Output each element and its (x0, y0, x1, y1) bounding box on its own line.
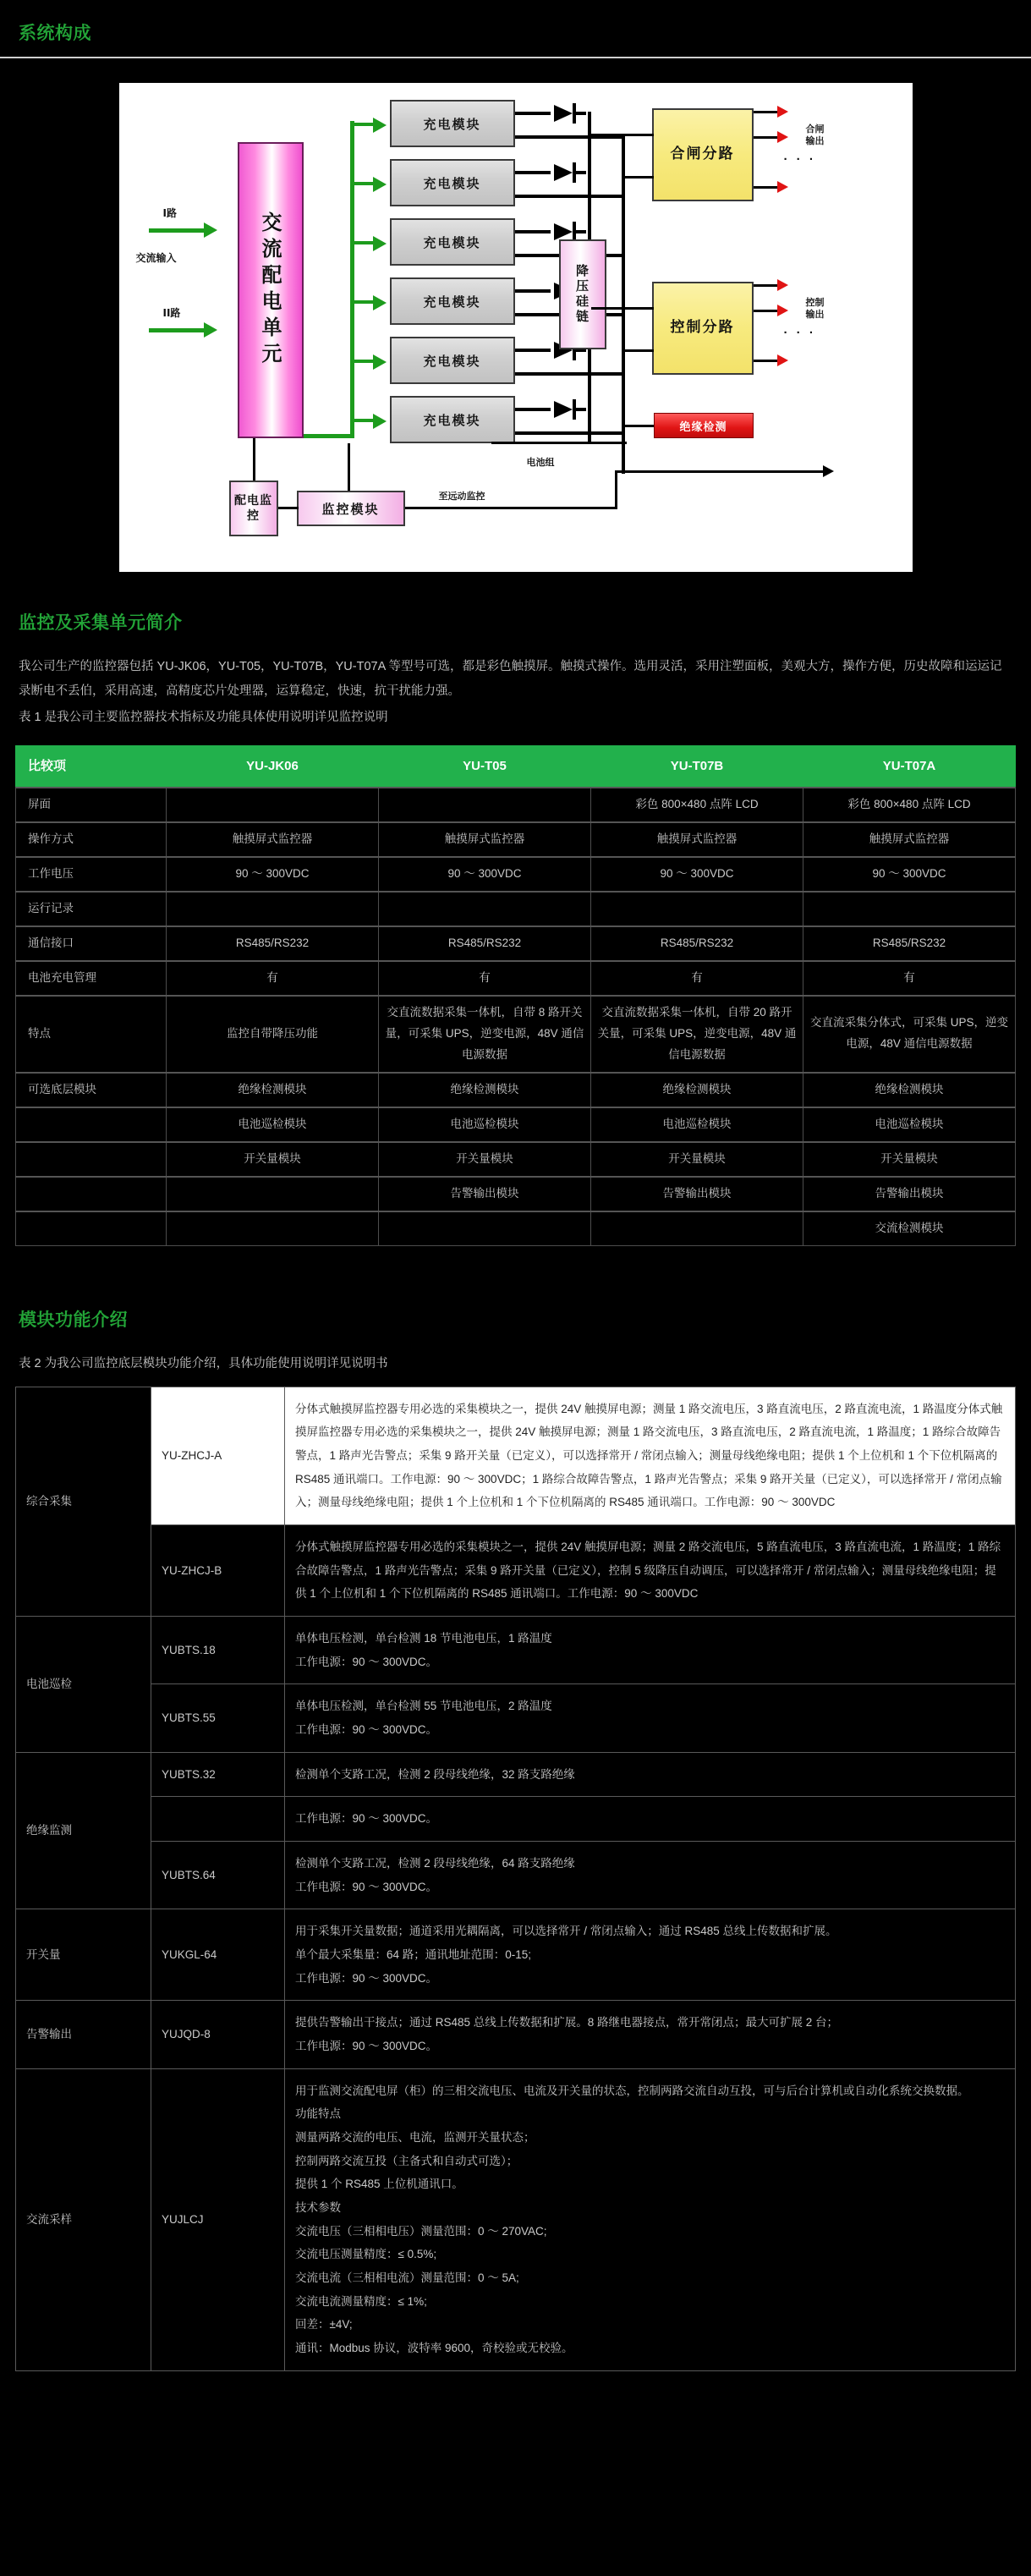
table-row (16, 788, 1016, 822)
table-row (16, 892, 1016, 926)
table-row (16, 1387, 1016, 1524)
compare-table-body (16, 788, 1016, 1245)
section-system-composition (0, 0, 1031, 58)
table-cell (167, 1177, 379, 1211)
description-line: 单体电压检测，单台检测 18 节电池电压，1 路温度 (295, 1631, 552, 1645)
module-model (151, 1797, 285, 1842)
table-row (16, 1524, 1016, 1616)
table-cell: 有 (167, 961, 379, 996)
module-table-body (16, 1387, 1016, 2370)
description-line: 用于采集开关量数据；通道采用光耦隔离，可以选择常开 / 常闭点输入；通过 RS485 总线上传数据和扩展。 (295, 1925, 837, 1938)
col-header-t05: YU-T05 (379, 746, 591, 788)
description-line: 单个最大采集量：64 路；通讯地址范围：0-15; (295, 1948, 532, 1962)
table-row (16, 1177, 1016, 1211)
table-cell: 告警输出模块 (803, 1177, 1016, 1211)
section-title-monitoring: 监控及采集单元简介 (19, 613, 183, 634)
table-row (16, 1797, 1016, 1842)
wire-diode1-in (515, 112, 551, 115)
arrow-input2-icon (204, 322, 217, 338)
row-label: 电池充电管理 (16, 961, 167, 996)
module-description (285, 1684, 1016, 1752)
table-cell (379, 788, 591, 822)
section-header-monitoring (0, 601, 1031, 640)
table-cell: 触摸屏式监控器 (379, 822, 591, 857)
table-cell: 触摸屏式监控器 (167, 822, 379, 857)
arrow-closing-out-2-icon (777, 131, 788, 143)
wire-acdu-down (253, 438, 255, 481)
monitoring-module-box: 监控模块 (297, 491, 405, 526)
description-line: 工作电源：90 ～ 300VDC。 (295, 2040, 438, 2053)
row-label (16, 1177, 167, 1211)
description-line: 交流电流（三相相电流）测量范围：0 ～ 5A; (295, 2271, 519, 2285)
wire-insulation (625, 425, 654, 427)
diagram-label-ac-input: 交流输入 (135, 252, 177, 265)
table-row (16, 1616, 1016, 1683)
table-cell: 90 ～ 300VDC (591, 857, 803, 892)
remote-monitor-label: 至远动监控 (438, 491, 485, 503)
section-spacer (0, 1268, 1031, 1299)
wire-diode5-in (515, 349, 551, 352)
system-diagram (118, 82, 913, 573)
description-line: 提供 1 个 RS485 上位机通讯口。 (295, 2178, 463, 2191)
table-cell (379, 1211, 591, 1245)
line-input2 (149, 328, 208, 332)
module-model: YUBTS.64 (151, 1842, 285, 1909)
table-cell: 有 (803, 961, 1016, 996)
arrow-remote-icon (823, 465, 834, 477)
section-monitoring-intro (0, 601, 1031, 1267)
description-line: 分体式触摸屏监控器专用必选的采集模块之一，提供 24V 触摸屏电源；测量 1 路交流电压，3 路直流电压，2 路直流电流，1 路温度分体式触摸屏监控器专用必选的采集模块之一，提供 24V 触摸屏电源；测量 1 路交流电压，3 路直流电压，2 路直流电流，1 路温度；1 路综合故障告警点，1 路声光告警点；采集 9 路开关量（已定义），可以选择常开 / 常闭点输入；测量母线绝缘电阻；提供 1 个上位机和 1 个下位机隔离的 RS485 通讯端口。工作电源：90 ～ 300VDC；1 路综合故障告警点，1 路声光告警点；采集 9 路开关量（已定义），可以选择常开 / 常闭点输入；测量母线绝缘电阻；提供 1 个上位机和 1 个下位机隔离的 RS485 通讯端口。工作电源：90 ～ 300VDC (295, 1402, 1003, 1509)
col-header-jk06: YU-JK06 (167, 746, 379, 788)
arrow-charger4-icon (373, 295, 387, 310)
description-line: 回差：±4V; (295, 2318, 353, 2332)
table-cell: 绝缘检测模块 (803, 1073, 1016, 1107)
table-row (16, 857, 1016, 892)
diagram-label-battery: 电池组 (526, 457, 555, 469)
description-line: 通讯：Modbus 协议，波特率 9600，奇校验或无校验。 (295, 2342, 573, 2355)
module-description (285, 1797, 1016, 1842)
table-cell: 绝缘检测模块 (379, 1073, 591, 1107)
module-category: 告警输出 (16, 2001, 151, 2068)
wire-out-h2 (754, 136, 779, 139)
table-cell: 开关量模块 (803, 1142, 1016, 1177)
description-line: 交流电流测量精度：≤ 1%; (295, 2294, 427, 2308)
row-label: 可选底层模块 (16, 1073, 167, 1107)
description-line: 工作电源：90 ～ 300VDC。 (295, 1971, 438, 1985)
charger-module-1: 充电模块 (390, 100, 515, 147)
table-cell: 交直流数据采集一体机，自带 20 路开关量，可采集 UPS，逆变电源，48V 通信电源数据 (591, 996, 803, 1073)
row-label (16, 1107, 167, 1142)
module-category: 电池巡检 (16, 1616, 151, 1752)
arrow-closing-out-3-icon (777, 181, 788, 193)
module-description (285, 1842, 1016, 1909)
insulation-detection-box: 绝缘检测 (654, 413, 754, 438)
module-model: YUJLCJ (151, 2068, 285, 2370)
table-cell: 电池巡检模块 (167, 1107, 379, 1142)
wire-remote-out (615, 470, 826, 473)
table-cell: 开关量模块 (167, 1142, 379, 1177)
table-cell (803, 892, 1016, 926)
module-description (285, 2068, 1016, 2370)
table-row (16, 1211, 1016, 1245)
table-cell: 触摸屏式监控器 (591, 822, 803, 857)
bus-acdu-out (304, 434, 354, 438)
col-header-t07a: YU-T07A (803, 746, 1016, 788)
closing-output-label: 合闸输出 (805, 124, 825, 146)
charger-module-2: 充电模块 (390, 159, 515, 206)
wire-out-k3 (754, 360, 779, 362)
table-row (16, 1142, 1016, 1177)
table-cell: 触摸屏式监控器 (803, 822, 1016, 857)
description-line: 工作电源：90 ～ 300VDC。 (295, 1880, 438, 1893)
diagram-label-input1: I路 (162, 207, 177, 220)
arrow-input1-icon (204, 222, 217, 238)
monitor-comparison-table (15, 745, 1016, 1245)
module-function-table (15, 1387, 1016, 2371)
description-line: 工作电源：90 ～ 300VDC。 (295, 1812, 438, 1826)
module-description (285, 1524, 1016, 1616)
table-cell: RS485/RS232 (379, 926, 591, 961)
description-line: 交流电压（三相相电压）测量范围：0 ～ 270VAC; (295, 2224, 547, 2238)
description-line: 检测单个支路工况，检测 2 段母线绝缘，32 路支路绝缘 (295, 1767, 575, 1781)
table-cell: 交直流采集分体式，可采集 UPS，逆变电源，48V 通信电源数据 (803, 996, 1016, 1073)
description-line: 单体电压检测，单台检测 55 节电池电压，2 路温度 (295, 1700, 552, 1713)
table-cell: 有 (379, 961, 591, 996)
table-cell: 开关量模块 (591, 1142, 803, 1177)
module-model: YUKGL-64 (151, 1909, 285, 2001)
table-cell: 监控自带降压功能 (167, 996, 379, 1073)
bus-vertical (350, 121, 354, 438)
arrow-charger2-icon (373, 177, 387, 192)
module-description (285, 1616, 1016, 1683)
module-description (285, 1387, 1016, 1524)
section-header-system (0, 12, 1031, 50)
table-cell: 电池巡检模块 (379, 1107, 591, 1142)
wire-out-k2 (754, 310, 779, 312)
table-cell (379, 892, 591, 926)
wire-monitor-link (278, 507, 299, 509)
module-caption-wrap (0, 1337, 1031, 1381)
description-line: 测量两路交流的电压、电流，监测开关量状态； (295, 2131, 535, 2145)
dc-bus-negative (622, 135, 625, 474)
wire-out-k1 (754, 284, 779, 287)
table-row (16, 996, 1016, 1073)
section-header-modules (0, 1299, 1031, 1337)
wire-charger-down (348, 443, 350, 491)
module-category: 综合采集 (16, 1387, 151, 1616)
table-row (16, 961, 1016, 996)
row-label: 工作电压 (16, 857, 167, 892)
diode-1-icon (551, 102, 588, 129)
table-cell (167, 1211, 379, 1245)
arrow-charger6-icon (373, 414, 387, 429)
compare-table-wrap (0, 740, 1031, 1267)
table-cell: 绝缘检测模块 (591, 1073, 803, 1107)
table-row (16, 2068, 1016, 2370)
table-cell (167, 788, 379, 822)
table-cell: 有 (591, 961, 803, 996)
description-line: 提供告警输出干接点；通过 RS485 总线上传数据和扩展。8 路继电器接点，常开常闭点；最大可扩展 2 台； (295, 2016, 839, 2029)
table-cell (591, 1211, 803, 1245)
row-label: 屏面 (16, 788, 167, 822)
col-header-item: 比较项 (16, 746, 167, 788)
table-row (16, 1909, 1016, 2001)
diode-6-icon (551, 398, 588, 426)
table-row (16, 1073, 1016, 1107)
wire-battery-bus (491, 442, 627, 444)
arrow-control-out-1-icon (777, 279, 788, 291)
table-cell: 90 ～ 300VDC (803, 857, 1016, 892)
description-line: 控制两路交流互投（主备式和自动式可选）； (295, 2154, 518, 2167)
table-row (16, 926, 1016, 961)
closing-branch-box: 合闸分路 (652, 108, 754, 201)
module-model: YUBTS.32 (151, 1752, 285, 1797)
description-line: 用于监测交流配电屏（柜）的三相交流电压、电流及开关量的状态，控制两路交流自动互投，可与后台计算机或自动化系统交换数据。 (295, 2084, 969, 2097)
charger-module-5: 充电模块 (390, 337, 515, 384)
wire-out-h3 (754, 186, 779, 189)
arrow-charger5-icon (373, 354, 387, 370)
table-cell: 90 ～ 300VDC (167, 857, 379, 892)
module-description (285, 1752, 1016, 1797)
arrow-control-out-3-icon (777, 354, 788, 366)
description-line: 分体式触摸屏监控器专用必选的采集模块之一，提供 24V 触摸屏电源；测量 2 路交流电压，5 路直流电压，3 路直流电流，1 路温度；1 路综合故障告警点，1 路声光告警点；采集 9 路开关量（已定义），控制 5 级降压自动调压，可以选择常开 / 常闭点输入；测量母线绝缘电阻；提供 1 个上位机和 1 个下位机隔离的 RS485 通讯端口。工作电源：90 ～ 300VDC (295, 1540, 1001, 1601)
table-cell: 交流检测模块 (803, 1211, 1016, 1245)
module-model: YUBTS.55 (151, 1684, 285, 1752)
arrow-charger1-icon (373, 118, 387, 133)
row-label (16, 1142, 167, 1177)
system-diagram-container (0, 58, 1031, 601)
wire-monitor-bus (405, 507, 617, 509)
wire-bus-to-control (591, 307, 654, 310)
arrow-closing-out-1-icon (777, 106, 788, 118)
table-row (16, 1107, 1016, 1142)
table-cell (167, 892, 379, 926)
description-line: 功能特点 (295, 2107, 341, 2121)
charger-module-3: 充电模块 (390, 218, 515, 266)
module-model: YUJQD-8 (151, 2001, 285, 2068)
table-cell: 告警输出模块 (379, 1177, 591, 1211)
module-category: 绝缘监测 (16, 1752, 151, 1909)
wire-charger2-neg (515, 195, 625, 198)
module-model: YU-ZHCJ-A (151, 1387, 285, 1524)
table-cell: 电池巡检模块 (591, 1107, 803, 1142)
wire-diode3-in (515, 230, 551, 233)
control-branch-box: 控制分路 (652, 282, 754, 375)
module-description (285, 1909, 1016, 2001)
table-cell: 90 ～ 300VDC (379, 857, 591, 892)
description-line: 交流电压测量精度：≤ 0.5%; (295, 2248, 437, 2261)
intro-paragraph-1: 我公司生产的监控器包括 YU-JK06，YU-T05，YU-T07B，YU-T07A 等型号可选，都是彩色触摸屏。触摸式操作。选用灵活，采用注塑面板，美观大方，操作方便，历史故障和运运记录断电不丢伯，采用高速，高精度芯片处理器，运算稳定，快速，抗干扰能力强。 (19, 660, 1002, 699)
charger-module-4: 充电模块 (390, 277, 515, 325)
row-label: 特点 (16, 996, 167, 1073)
control-ellipsis: · · · (783, 326, 816, 341)
monitoring-intro-text (0, 640, 1031, 740)
intro-paragraph-2: 表 1 是我公司主要监控器技术指标及功能具体使用说明详见监控说明 (19, 711, 388, 725)
power-distribution-monitor-box: 配电监控 (229, 481, 278, 536)
module-category: 开关量 (16, 1909, 151, 2001)
description-line: 工作电源：90 ～ 300VDC。 (295, 1655, 438, 1668)
wire-monitor-up (615, 472, 617, 509)
module-table-wrap (0, 1381, 1031, 2393)
wire-diode4-in (515, 289, 551, 293)
col-header-t07b: YU-T07B (591, 746, 803, 788)
table-cell: 电池巡检模块 (803, 1107, 1016, 1142)
row-label (16, 1211, 167, 1245)
diagram-label-input2: II路 (162, 307, 181, 320)
buck-silicon-chain: 降压硅链 (559, 239, 606, 349)
table-header-row (16, 746, 1016, 788)
table-cell: RS485/RS232 (167, 926, 379, 961)
closing-ellipsis: · · · (783, 152, 816, 168)
ac-distribution-unit: 交流配电单元 (238, 142, 304, 438)
wire-charger5-neg (515, 372, 625, 376)
row-label: 运行记录 (16, 892, 167, 926)
module-category: 交流采样 (16, 2068, 151, 2370)
table-cell: 开关量模块 (379, 1142, 591, 1177)
row-label: 通信接口 (16, 926, 167, 961)
wire-charger6-neg (515, 431, 625, 435)
arrow-control-out-2-icon (777, 305, 788, 316)
table-cell: RS485/RS232 (803, 926, 1016, 961)
table-cell: 彩色 800×480 点阵 LCD (591, 788, 803, 822)
section-title-modules: 模块功能介绍 (19, 1310, 128, 1330)
charger-module-6: 充电模块 (390, 396, 515, 443)
table-cell (591, 892, 803, 926)
module-model: YU-ZHCJ-B (151, 1524, 285, 1616)
line-input1 (149, 228, 208, 233)
wire-diode2-in (515, 171, 551, 174)
section-title-system: 系统构成 (19, 24, 91, 43)
table-cell: 告警输出模块 (591, 1177, 803, 1211)
wire-bus-to-closing (591, 134, 654, 136)
table-cell: 交直流数据采集一体机，自带 8 路开关量，可采集 UPS，逆变电源，48V 通信电源数据 (379, 996, 591, 1073)
wire-bus-to-control-2 (625, 349, 654, 352)
section-module-functions (0, 1299, 1031, 2393)
diode-2-icon (551, 161, 588, 189)
description-line: 检测单个支路工况，检测 2 段母线绝缘，64 路支路绝缘 (295, 1857, 575, 1870)
table-row (16, 1684, 1016, 1752)
table-cell: RS485/RS232 (591, 926, 803, 961)
wire-out-h1 (754, 111, 779, 113)
wire-diode6-in (515, 408, 551, 411)
arrow-charger3-icon (373, 236, 387, 251)
description-line: 技术参数 (295, 2201, 341, 2215)
compare-table-head (16, 746, 1016, 788)
module-description (285, 2001, 1016, 2068)
row-label: 操作方式 (16, 822, 167, 857)
wire-bus-to-closing-2 (625, 176, 654, 179)
table-row (16, 2001, 1016, 2068)
module-table-caption: 表 2 为我公司监控底层模块功能介绍，具体功能使用说明详见说明书 (19, 1356, 388, 1370)
table-row (16, 822, 1016, 857)
table-cell: 彩色 800×480 点阵 LCD (803, 788, 1016, 822)
table-row (16, 1752, 1016, 1797)
control-output-label: 控制输出 (805, 297, 825, 320)
table-row (16, 1842, 1016, 1909)
table-cell: 绝缘检测模块 (167, 1073, 379, 1107)
module-model: YUBTS.18 (151, 1616, 285, 1683)
description-line: 工作电源：90 ～ 300VDC。 (295, 1722, 438, 1736)
